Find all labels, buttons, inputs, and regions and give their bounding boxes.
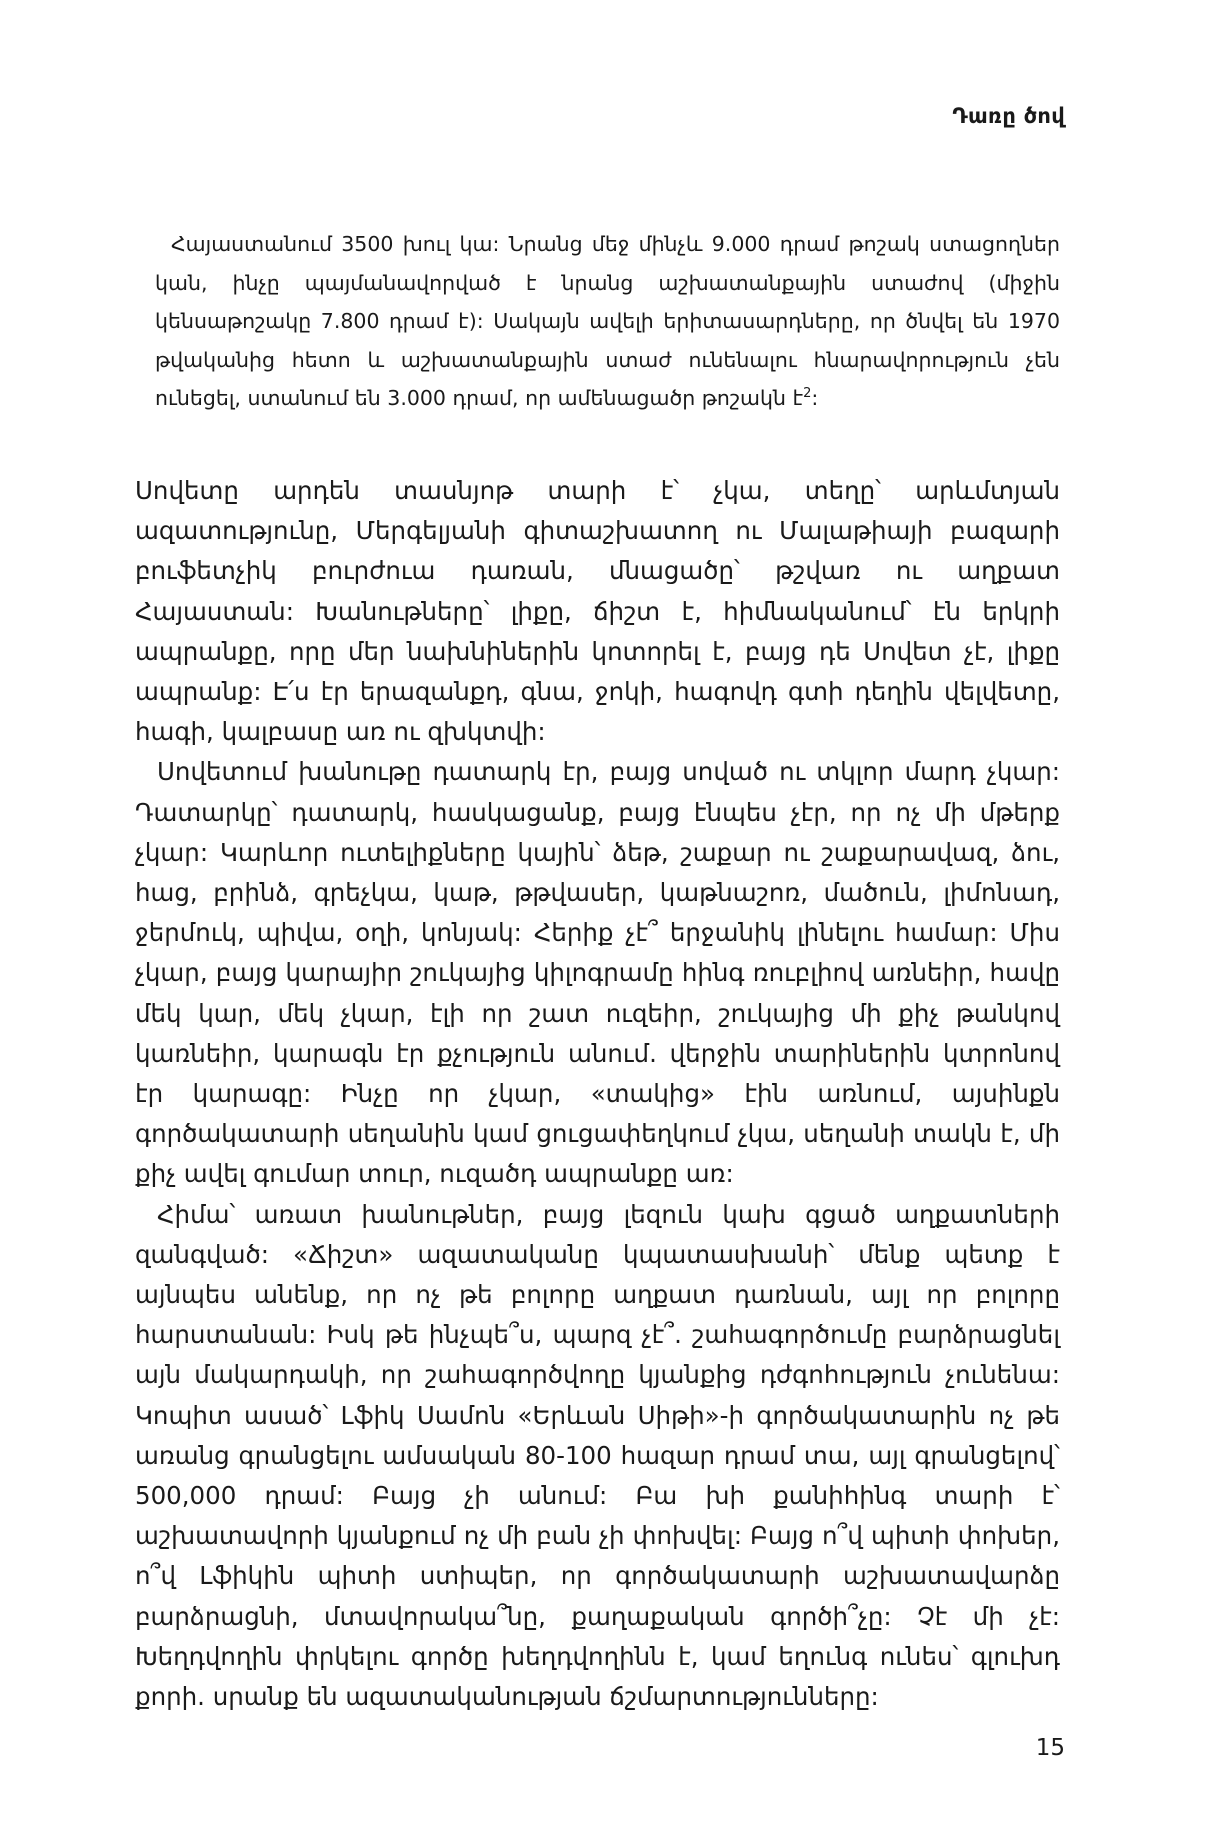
quote-text: Հայաստանում 3500 խուլ կա: Նրանց մեջ մինչև 9.000 դրամ թոշակ ստացողներ կան, ինչը պայմանավորված է նրանց աշխատանքային ստաժով (միջին կենսաթոշակը 7.800 դրամ է): Սակայն ավելի երիտասարդները, որ ծնվել են 1970 թվականից հետո և աշխատանքային ստաժ ունենալու հնարավորություն չեն ունեցել, ստանում են 3.000 դրամ, որ ամենացածր թոշակն է <box>155 232 1060 410</box>
paragraph-2: Սովետում խանութը դատարկ էր, բայց սոված ու տկլոր մարդ չկար: Դատարկը՝ դատարկ, հասկացանք, բայց էնպես չէր, որ ոչ մի մթերք չկար: Կարևոր ուտելիքները կային՝ ձեթ, շաքար ու շաքարավազ, ձու, հաց, բրինձ, գրեչկա, կաթ, թթվասեր, կաթնաշոռ, մածուն, լիմոնադ, ջերմուկ, պիվա, օղի, կոնյակ: Հերիք չէ՞ երջանիկ լինելու համար: Միս չկար, բայց կարայիր շուկայից կիլոգրամը հինգ ռուբլիով առնեիր, հավը մեկ կար, մեկ չկար, էլի որ շատ ուզեիր, շուկայից մի քիչ թանկով կառնեիր, կարագն էր քչություն անում. վերջին տարիներին կտրոնով էր կարագը: Ինչը որ չկար, «տակից» էին առնում, այսինքն գործակատարի սեղանին կամ ցուցափեղկում չկա, սեղանի տակն է, մի քիչ ավել գումար տուր, ուզածդ ապրանքը առ: <box>135 757 1060 1189</box>
body-text <box>135 471 1060 1717</box>
footnote-marker: 2 <box>803 386 812 402</box>
paragraph-3: Հիմա՝ առատ խանութներ, բայց լեզուն կախ գցած աղքատների զանգված: «Ճիշտ» ազատականը կպատասխանի՝ մենք պետք է այնպես անենք, որ ոչ թե բոլորը աղքատ դառնան, այլ որ բոլորը հարստանան: Իսկ թե ինչպե՞ս, պարզ չէ՞. շահագործումը բարձրացնել այն մակարդակի, որ շահագործվողը կյանքից դժգոհություն չունենա: Կոպիտ ասած՝ Լֆիկ Սամոն «Երևան Սիթի»-ի գործակատարին ոչ թե առանց գրանցելու ամսական 80-100 հազար դրամ տա, այլ գրանցելով՝ 500,000 դրամ: Բայց չի անում: Բա խի քանիհինգ տարի է՝ աշխատավորի կյանքում ոչ մի բան չի փոխվել: Բայց ո՞վ պիտի փոխեր, ո՞վ Լֆիկին պիտի ստիպեր, որ գործակատարի աշխատավարձը բարձրացնի, մտավորակա՞նը, քաղաքական գործի՞չը: Չէ մի չէ: Խեղդվողին փրկելու գործը խեղդվողինն է, կամ եղունգ ունես՝ գլուխդ քորի. սրանք են ազատականության ճշմարտությունները: <box>135 1199 1060 1712</box>
paragraph-1: Սովետը արդեն տասնյոթ տարի է՝ չկա, տեղը՝ արևմտյան ազատությունը, Մերգելյանի գիտաշխատող ու Մալաթիայի բազարի բուֆետչիկ բուրժուա դառան, մնացածը՝ թշվառ ու աղքատ Հայաստան: Խանութները՝ լիքը, ճիշտ է, հիմնականում՝ էն երկրի ապրանքը, որը մեր նախնիներին կոտորել է, բայց դե Սովետ չէ, լիքը ապրանք: Է՛ս էր երազանքդ, գնա, ջոկի, հագովդ գտի դեղին վելվետը, հագի, կալբասը առ ու զխկտվի: <box>135 476 1060 747</box>
page-number: 15 <box>1035 1735 1065 1761</box>
quote-end: : <box>811 386 819 410</box>
quote-paragraph <box>155 225 1060 418</box>
running-title: Դառը ծով <box>952 104 1065 128</box>
quoted-passage <box>155 225 1060 418</box>
